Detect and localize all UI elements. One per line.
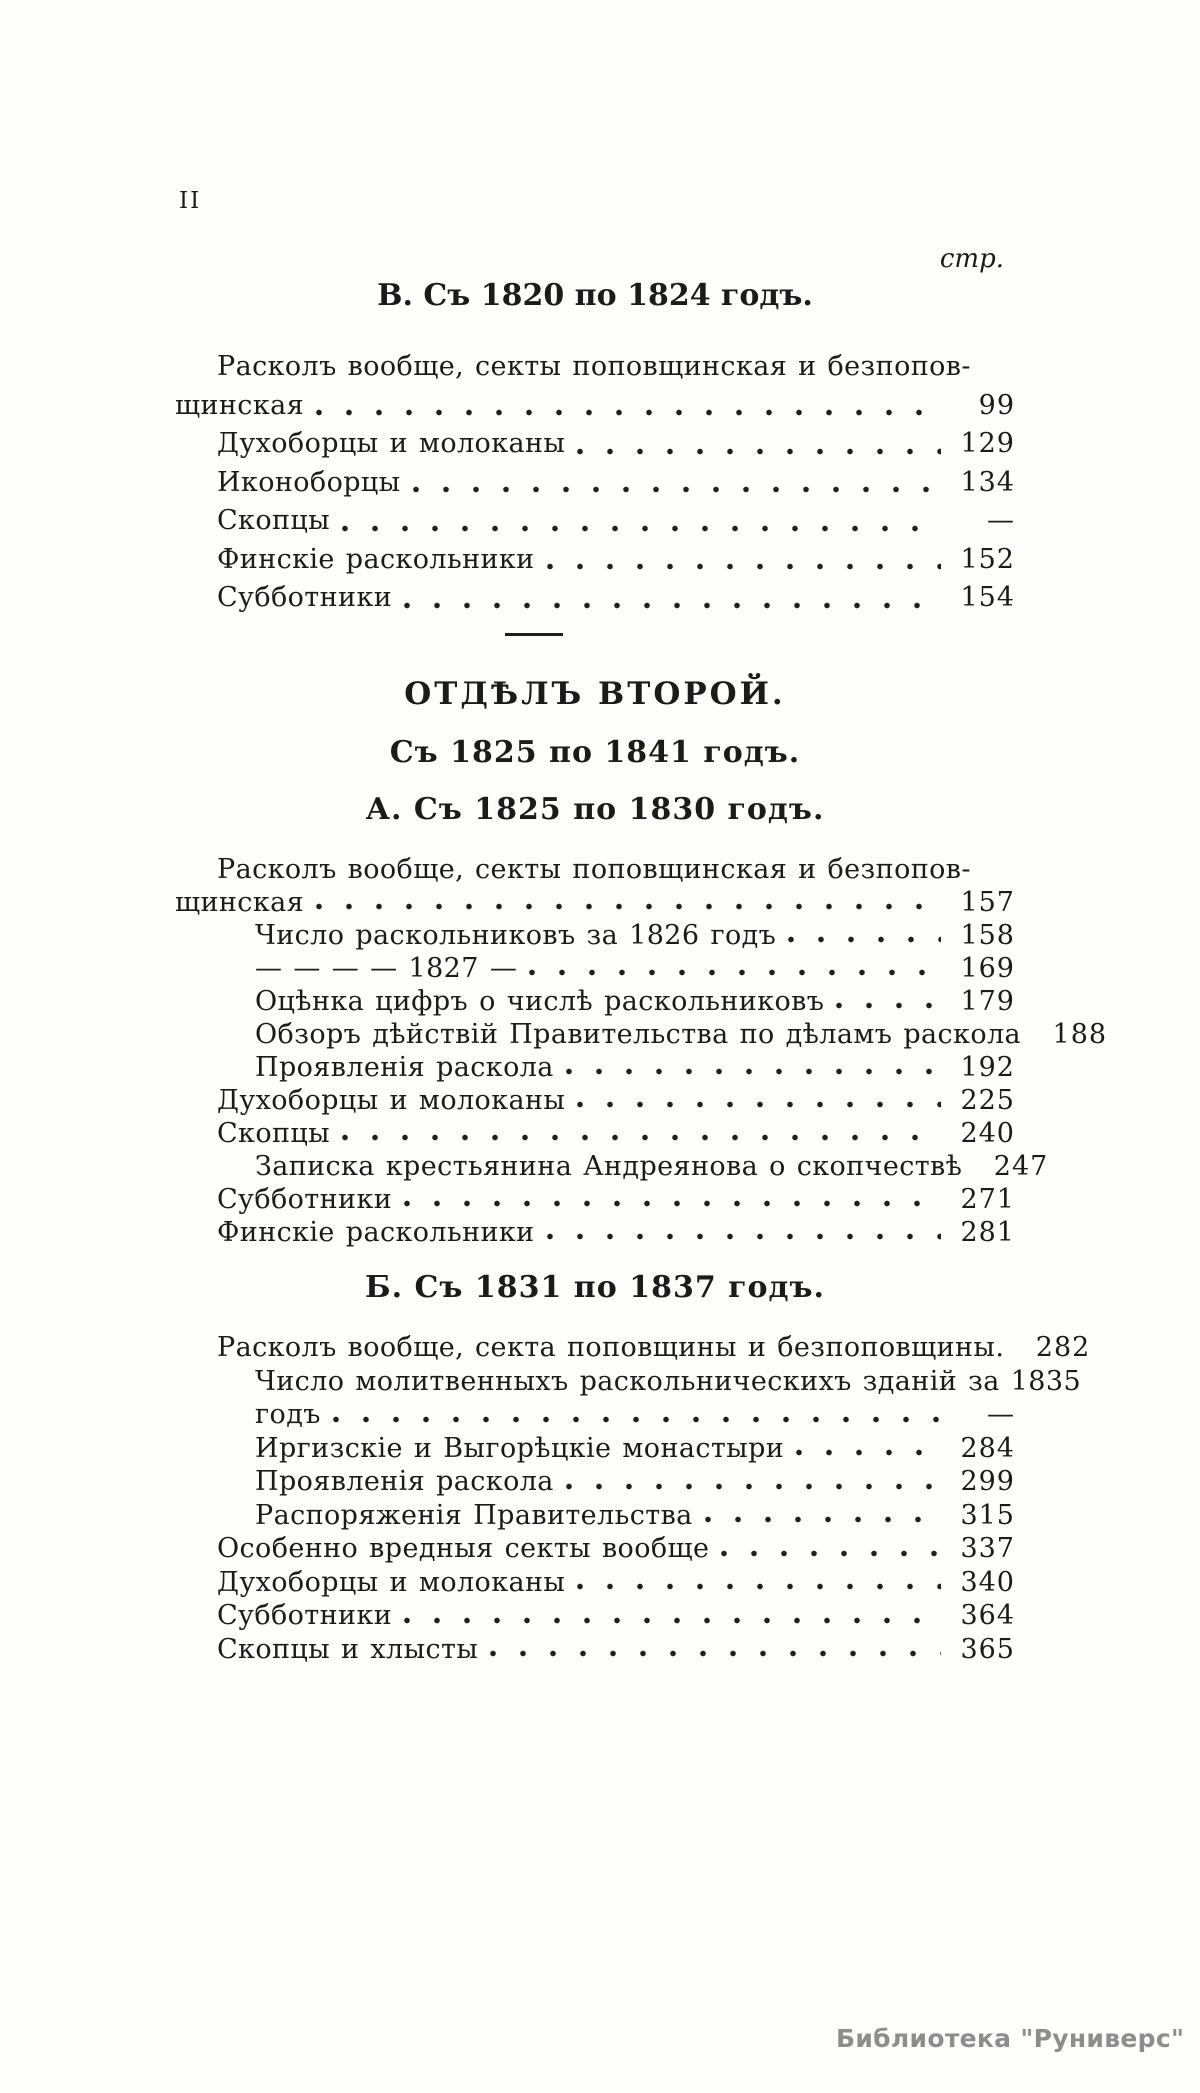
toc-entry [175, 579, 1015, 618]
toc-entry [175, 853, 1015, 886]
toc-entry [175, 1599, 1015, 1633]
entry-label: Духоборцы и молоканы [217, 428, 566, 459]
section-heading-1825-1830: А. Съ 1825 по 1830 годъ. [365, 792, 825, 827]
dot-leader [490, 1633, 941, 1667]
entry-label: Духоборцы и молоканы [217, 1566, 566, 1598]
dot-leader [404, 579, 941, 618]
toc-entry [175, 952, 1015, 985]
entry-label: Особенно вредныя секты вообще [217, 1533, 710, 1564]
entry-page-number: 247 [993, 1151, 1049, 1182]
part-subheading-1825-1841: Съ 1825 по 1841 годъ. [389, 735, 801, 770]
entry-label: Расколъ вообще, секты поповщинская и безпопов- [217, 854, 971, 885]
section-heading-1831-1837: Б. Съ 1831 по 1837 годъ. [365, 1270, 825, 1305]
library-watermark: Библиотека "Руниверс" [836, 2024, 1185, 2053]
dot-leader [404, 1599, 941, 1633]
page-column-header: стр. [939, 244, 1004, 274]
entry-page-number: 152 [960, 543, 1015, 575]
entry-page-number: 134 [960, 466, 1015, 498]
dot-leader [836, 985, 941, 1018]
dot-leader [577, 425, 941, 464]
dot-leader [547, 1216, 941, 1249]
entry-label: Скопцы [217, 1118, 331, 1149]
entry-page-number: 157 [960, 887, 1015, 918]
entry-label: Проявленія раскола [255, 1466, 554, 1497]
dot-leader [342, 1117, 941, 1150]
entry-label: Духоборцы и молоканы [217, 1085, 566, 1116]
entry-label: Скопцы [217, 505, 331, 536]
entry-label: Иргизскіе и Выгорѣцкіе монастыри [255, 1432, 785, 1464]
entry-page-number: 315 [960, 1499, 1015, 1531]
toc-entry [175, 985, 1015, 1018]
entry-label: Обзоръ дѣйствій Правительства по дѣламъ раскола [255, 1019, 1022, 1050]
entry-label: Проявленія раскола [255, 1052, 554, 1083]
entry-label: Финскіе раскольники [217, 1217, 535, 1248]
toc-entry [175, 502, 1015, 541]
part-heading-otdel-vtoroy: ОТДѢЛЪ ВТОРОЙ. [404, 676, 786, 712]
toc-entry [175, 1084, 1015, 1117]
entry-page-number: 299 [960, 1466, 1015, 1497]
entry-label: Субботники [217, 1600, 393, 1631]
entry-label: Расколъ вообще, секты поповщинская и безпопов- [217, 351, 971, 382]
entry-label: Распоряженія Правительства [255, 1499, 693, 1531]
entry-label: Финскіе раскольники [217, 543, 535, 575]
dot-leader [577, 1566, 941, 1600]
entry-page-number: 340 [960, 1566, 1015, 1598]
toc-entry [175, 1398, 1015, 1432]
toc-entry [175, 1051, 1015, 1084]
entry-page-number: — [987, 1399, 1015, 1430]
entry-label: щинская [175, 887, 305, 918]
dot-leader [529, 952, 941, 985]
toc-entry [175, 425, 1015, 464]
dot-leader [316, 387, 941, 426]
entry-page-number: 169 [960, 953, 1015, 984]
entry-page-number: 158 [960, 920, 1015, 951]
entry-label: — — — — 1827 — [255, 953, 518, 984]
toc-entry [175, 886, 1015, 919]
toc-entry [175, 348, 1015, 387]
entry-label: Иконоборцы [217, 466, 401, 498]
entry-page-number: 154 [960, 582, 1015, 613]
entry-label: Расколъ вообще, секта поповщины и безпоповщины. [217, 1332, 1005, 1363]
toc-section-1820-1824 [175, 348, 1015, 618]
entry-page-number: 364 [960, 1600, 1015, 1631]
dot-leader [333, 1398, 941, 1432]
toc-entry [175, 1216, 1015, 1249]
toc-entry [175, 1633, 1015, 1667]
dot-leader [796, 1432, 941, 1466]
entry-label: щинская [175, 389, 305, 421]
dot-leader [721, 1532, 941, 1566]
entry-page-number: 365 [960, 1633, 1015, 1665]
dot-leader [566, 1465, 941, 1499]
toc-entry [175, 1150, 1049, 1183]
entry-page-number: 282 [1035, 1332, 1091, 1363]
entry-label: Скопцы и хлысты [217, 1633, 479, 1665]
toc-entry [175, 1465, 1015, 1499]
entry-label: Субботники [217, 582, 393, 613]
entry-label: Число молитвенныхъ раскольническихъ зданій за 1835 [255, 1365, 1082, 1397]
toc-section-1825-1830 [175, 853, 1108, 1249]
entry-page-number: 284 [960, 1432, 1015, 1464]
toc-entry [175, 541, 1015, 580]
dot-leader [705, 1499, 941, 1533]
section-divider-rule [505, 633, 563, 636]
entry-page-number: 240 [960, 1118, 1015, 1149]
dot-leader [342, 502, 941, 541]
dot-leader [404, 1183, 941, 1216]
entry-label: Субботники [217, 1184, 393, 1215]
toc-entry [175, 464, 1015, 503]
toc-entry [175, 1499, 1015, 1533]
toc-entry [175, 1331, 1091, 1365]
entry-label: Число раскольниковъ за 1826 годъ [255, 920, 777, 951]
dot-leader [577, 1084, 941, 1117]
entry-page-number: 188 [1052, 1019, 1108, 1050]
entry-page-number: 129 [960, 428, 1015, 459]
toc-entry [175, 1432, 1015, 1466]
section-heading-1820-1824: В. Съ 1820 по 1824 годъ. [377, 278, 813, 313]
toc-entry [175, 1566, 1015, 1600]
entry-page-number: 271 [960, 1184, 1015, 1215]
entry-page-number: — [987, 505, 1015, 536]
entry-page-number: 192 [960, 1052, 1015, 1083]
dot-leader [413, 464, 941, 503]
page-folio-number: II [179, 188, 202, 214]
toc-entry [175, 1365, 1082, 1399]
entry-page-number: 225 [960, 1085, 1015, 1116]
dot-leader [788, 919, 941, 952]
toc-entry [175, 387, 1015, 426]
toc-entry [175, 1018, 1108, 1051]
toc-section-1831-1837 [175, 1331, 1091, 1666]
entry-label: Записка крестьянина Андреянова о скопчествѣ [255, 1151, 963, 1182]
dot-leader [316, 886, 941, 919]
toc-entry [175, 1183, 1015, 1216]
entry-page-number: 337 [960, 1533, 1015, 1564]
entry-page-number: 281 [960, 1217, 1015, 1248]
entry-page-number: 179 [960, 986, 1015, 1017]
entry-label: Оцѣнка цифръ о числѣ раскольниковъ [255, 986, 825, 1017]
toc-entry [175, 919, 1015, 952]
toc-entry [175, 1117, 1015, 1150]
entry-label: годъ [255, 1399, 321, 1430]
toc-entry [175, 1532, 1015, 1566]
dot-leader [547, 541, 941, 580]
entry-page-number: 99 [978, 389, 1015, 421]
dot-leader [566, 1051, 941, 1084]
